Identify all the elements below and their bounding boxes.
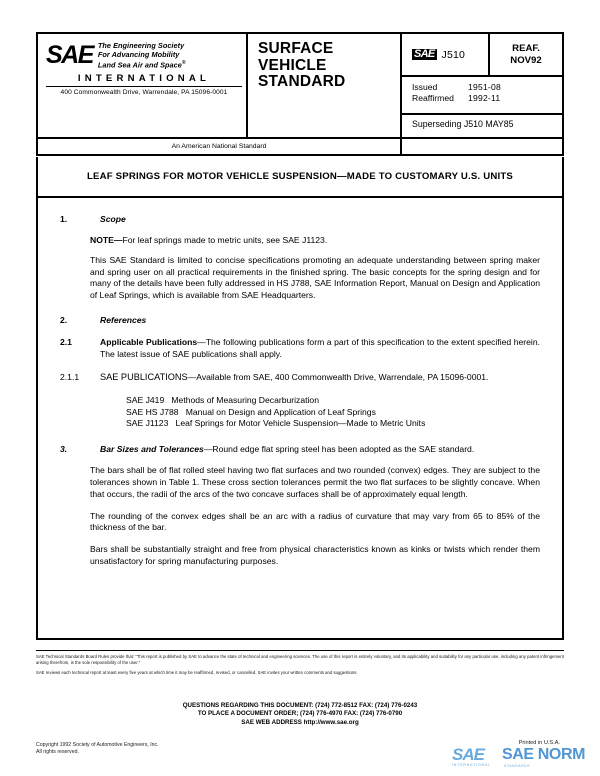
scope-note-label: NOTE— (90, 235, 123, 245)
scope-note-text: For leaf springs made to metric units, see SAE J1123. (122, 235, 328, 245)
list-item (126, 418, 540, 430)
subsection-2-1-text: —The following publications form a part of this specification to the extent specified herein. The latest issue of SAE publications shall apply. (100, 336, 541, 359)
sae-wordmark: SAE (46, 41, 93, 69)
footer-review-notice: SAE reviews each technical report at least every five years at which time it may be reaffirmed, revised, or cancelled. SAE invites your written comments and suggestions. (36, 670, 358, 676)
issued-row (412, 82, 562, 93)
sae-address: 400 Commonwealth Drive, Warrendale, PA 15096-0001 (60, 89, 228, 97)
watermark-norm-text: SAE NORM (502, 746, 586, 763)
publication-name: Leaf Springs for Motor Vehicle Suspension—Made to Metric Units (175, 418, 426, 429)
sae-tagline-line-2: For Advancing Mobility (97, 49, 180, 59)
contact-questions: QUESTIONS REGARDING THIS DOCUMENT: (724) 772-8512 FAX: (724) 776-0243 (182, 702, 418, 709)
section-scope-title: Scope (100, 214, 126, 224)
registered-mark-icon: ® (181, 60, 186, 67)
issued-value: 1951-08 (468, 82, 501, 92)
american-national-standard-note: An American National Standard (38, 139, 402, 154)
sae-tagline-line-3 (98, 59, 186, 70)
subsection-2-1-body (100, 337, 540, 360)
sae-tagline (98, 42, 186, 70)
section-references-title: References (100, 314, 147, 325)
document-number-cell (402, 34, 490, 75)
bar-sizes-paragraph-2: The rounding of the convex edges shall be an arc with a radius of curvature that may vary from 65 to 85% of the thickness of the bar. (90, 510, 540, 533)
contact-orders: TO PLACE A DOCUMENT ORDER; (724) 776-4970 FAX: (724) 776-0790 (197, 710, 403, 718)
publication-name: Manual on Design and Application of Leaf Springs (185, 406, 376, 417)
doc-type-line-1: SURFACE (258, 40, 334, 57)
sae-tagline-line-1: The Engineering Society (97, 41, 185, 50)
reaffirmed-label: Reaffirmed (412, 93, 454, 103)
sae-tagline-line-3-text: Land Sea Air and Space (97, 60, 182, 70)
superseding-note: Superseding J510 MAY85 (402, 113, 562, 133)
bar-sizes-paragraph-1: The bars shall be of flat rolled steel having two flat surfaces and two rounded (convex) edges. They are subject to the tolerances shown in Table 1. These cross section tolerances permit the two flat surfaces to be slightly concave. When that occurs, the radii of the arcs of the two concave surfaces shall be of approximately equal length. (90, 465, 540, 499)
publication-code: SAE J1123 (126, 418, 169, 429)
copyright-line-1: Copyright 1992 Society of Automotive Engineers, Inc. (36, 742, 159, 748)
sae-logo (46, 42, 240, 70)
section-bar-sizes-heading (60, 444, 540, 456)
section-scope-heading (60, 214, 540, 224)
section-bar-sizes-text: —Round edge flat spring steel has been adopted as the SAE standard. (203, 443, 475, 454)
bar-sizes-paragraph-3: Bars shall be substantially straight and free from physical characteristics known as kinks or twists which render them unsatisfactory for spring manufacturing purposes. (90, 543, 540, 566)
doc-type-line-3: STANDARD (258, 73, 346, 90)
publication-code: SAE J419 (126, 394, 165, 405)
subsection-2-1-1-text: —Available from SAE, 400 Commonwealth Drive, Warrendale, PA 15096-0001. (187, 372, 489, 383)
copyright-block (36, 742, 159, 756)
publication-name: Methods of Measuring Decarburization (171, 394, 319, 405)
header-bottom-row (38, 137, 562, 154)
footer-legal (36, 650, 564, 676)
list-item (126, 407, 540, 419)
footer-divider (36, 650, 564, 651)
sae-logo-cell (38, 34, 248, 137)
subsection-2-1-number: 2.1 (60, 336, 72, 347)
section-bar-sizes-title: Bar Sizes and Tolerances (100, 443, 204, 454)
document-meta-cell (402, 34, 562, 137)
subsection-applicable-publications (60, 337, 540, 360)
contact-web-address[interactable]: SAE WEB ADDRESS http://www.sae.org (241, 718, 359, 726)
section-scope-number: 1. (60, 214, 68, 224)
watermark-standards-label: STANDARDS (504, 764, 531, 768)
publication-code: SAE HS J788 (126, 406, 179, 417)
reaffirmed-row (412, 93, 562, 104)
document-number-row (402, 34, 562, 77)
document-type-cell (248, 34, 402, 137)
issued-label: Issued (412, 82, 438, 92)
sae-international-label: INTERNATIONAL (46, 73, 242, 87)
copyright-line-2: All rights reserved. (36, 749, 79, 755)
watermark-international-label: INTERNATIONAL (452, 763, 491, 767)
section-references-number: 2. (60, 314, 68, 325)
document-body (36, 196, 564, 640)
header-bottom-right-spacer (402, 139, 562, 154)
reaffirmation-cell (490, 34, 562, 75)
section-bar-sizes-number: 3. (60, 443, 68, 454)
doc-type-line-2: VEHICLE (258, 56, 327, 74)
subsection-2-1-1-title: SAE PUBLICATIONS (100, 372, 188, 383)
list-item (126, 395, 540, 407)
subsection-2-1-1-body (100, 372, 540, 384)
issue-dates-cell (402, 77, 562, 137)
section-bar-sizes-body (100, 444, 540, 456)
reaf-date: NOV92 (510, 54, 542, 66)
header-top-row (38, 34, 562, 137)
subsection-2-1-title: Applicable Publications (100, 336, 198, 347)
publication-list (126, 395, 540, 430)
reaffirmed-value: 1992-11 (468, 93, 501, 103)
reaf-label: REAF. (512, 42, 540, 54)
sae-watermark-logo (452, 746, 592, 774)
printed-in-usa: Printed in U.S.A. (518, 740, 560, 746)
scope-paragraph: This SAE Standard is limited to concise specifications promoting an adequate understanding between spring maker and spring user on all practical requirements in the finished spring. The basic concepts for the spring design and for many of the details have been fully addressed in HS J788, SAE Information Report, Manual on Design and Application of Leaf Springs, which is available from SAE Headquarters. (90, 255, 540, 301)
scope-note (90, 235, 540, 245)
subsection-sae-publications (60, 372, 540, 384)
document-number: J510 (441, 48, 466, 61)
footer-disclaimer: SAE Technical Standards Board Rules provide that: “This report is published by SAE to advance the state of technical and engineering sciences. The use of this report is entirely voluntary, and its applicability and suitability for any particular use, including any patent infringement arising therefrom, is the sole responsibility of the user.” (36, 654, 564, 665)
document-header (36, 32, 564, 156)
sae-badge-icon: SAE (414, 48, 435, 60)
footer-contact-block (36, 702, 564, 727)
watermark-sae-mark: SAE (452, 745, 484, 764)
section-references-heading (60, 315, 540, 325)
subsection-2-1-1-number: 2.1.1 (60, 372, 80, 383)
page-title: LEAF SPRINGS FOR MOTOR VEHICLE SUSPENSION—MADE TO CUSTOMARY U.S. UNITS (36, 157, 564, 198)
